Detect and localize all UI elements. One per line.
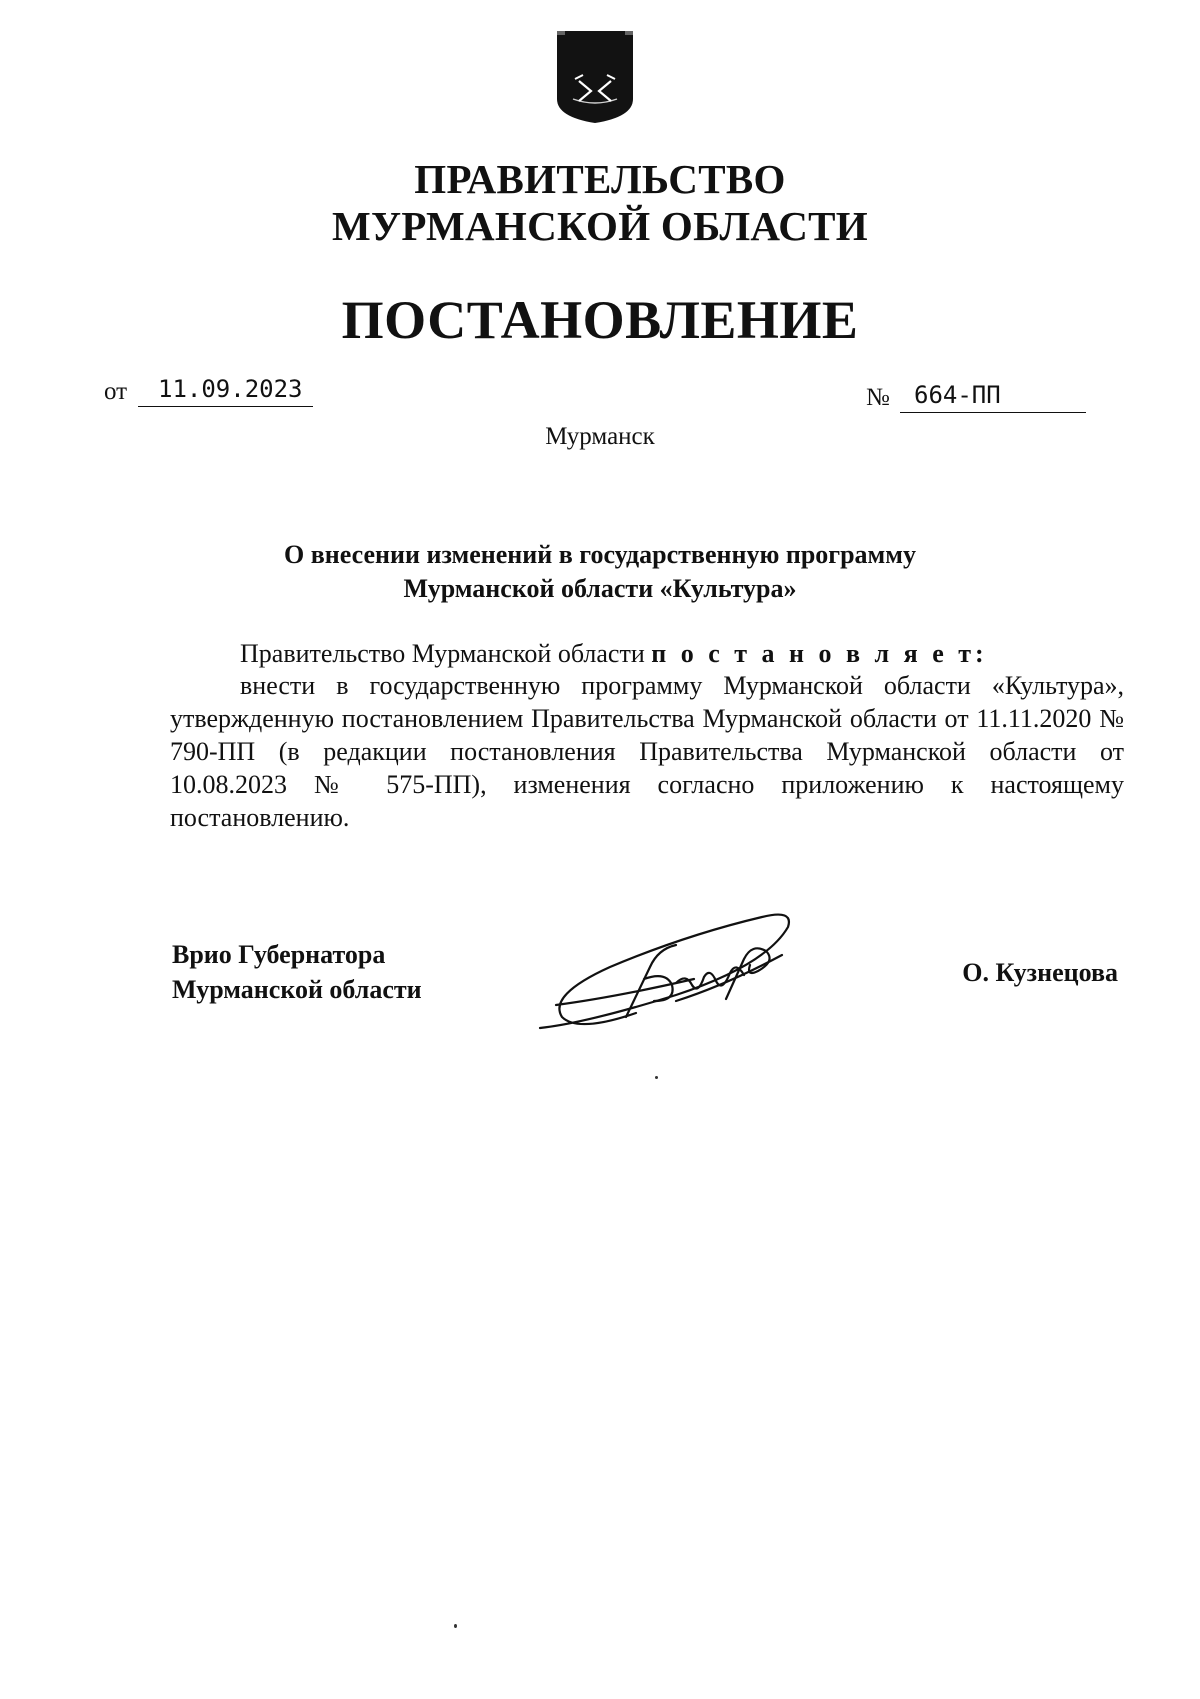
decree-subject: Правительство Мурманской области bbox=[240, 639, 645, 668]
decree-verb: п о с т а н о в л я е т: bbox=[651, 639, 988, 668]
signatory-name: О. Кузнецова bbox=[962, 958, 1118, 987]
scan-speck bbox=[454, 1624, 457, 1628]
signatory-title-line2: Мурманской области bbox=[172, 975, 422, 1004]
decree-paragraph: внести в государственную программу Мурманской области «Культура», утвержденную постановлением Правительства Мурманской области от 11.11.2020 № 790-ПП (в редакции постановления Правительства Мурманской области от 10.08.2023 № 575-ПП), изменения согласно приложению к настоящему постановлению. bbox=[170, 671, 1124, 832]
signatory-title-line1: Врио Губернатора bbox=[172, 940, 386, 969]
city-name: Мурманск bbox=[545, 423, 655, 450]
date-prefix: от bbox=[104, 378, 128, 405]
document-type-title: ПОСТАНОВЛЕНИЕ bbox=[341, 290, 859, 350]
signatory-title bbox=[172, 937, 422, 1007]
org-name-line2: МУРМАНСКОЙ ОБЛАСТИ bbox=[332, 203, 868, 249]
document-number: 664-ПП bbox=[900, 380, 1086, 413]
decree-line bbox=[170, 637, 1194, 670]
scan-speck bbox=[655, 1076, 658, 1079]
subject-line1: О внесении изменений в государственную программу bbox=[284, 540, 916, 569]
subject-line2: Мурманской области «Культура» bbox=[403, 574, 797, 603]
document-date: 11.09.2023 bbox=[138, 374, 313, 407]
handwritten-signature bbox=[526, 905, 856, 1035]
coat-of-arms-icon bbox=[553, 29, 637, 125]
org-name-line1: ПРАВИТЕЛЬСТВО bbox=[414, 156, 786, 202]
number-prefix: № bbox=[866, 384, 890, 411]
